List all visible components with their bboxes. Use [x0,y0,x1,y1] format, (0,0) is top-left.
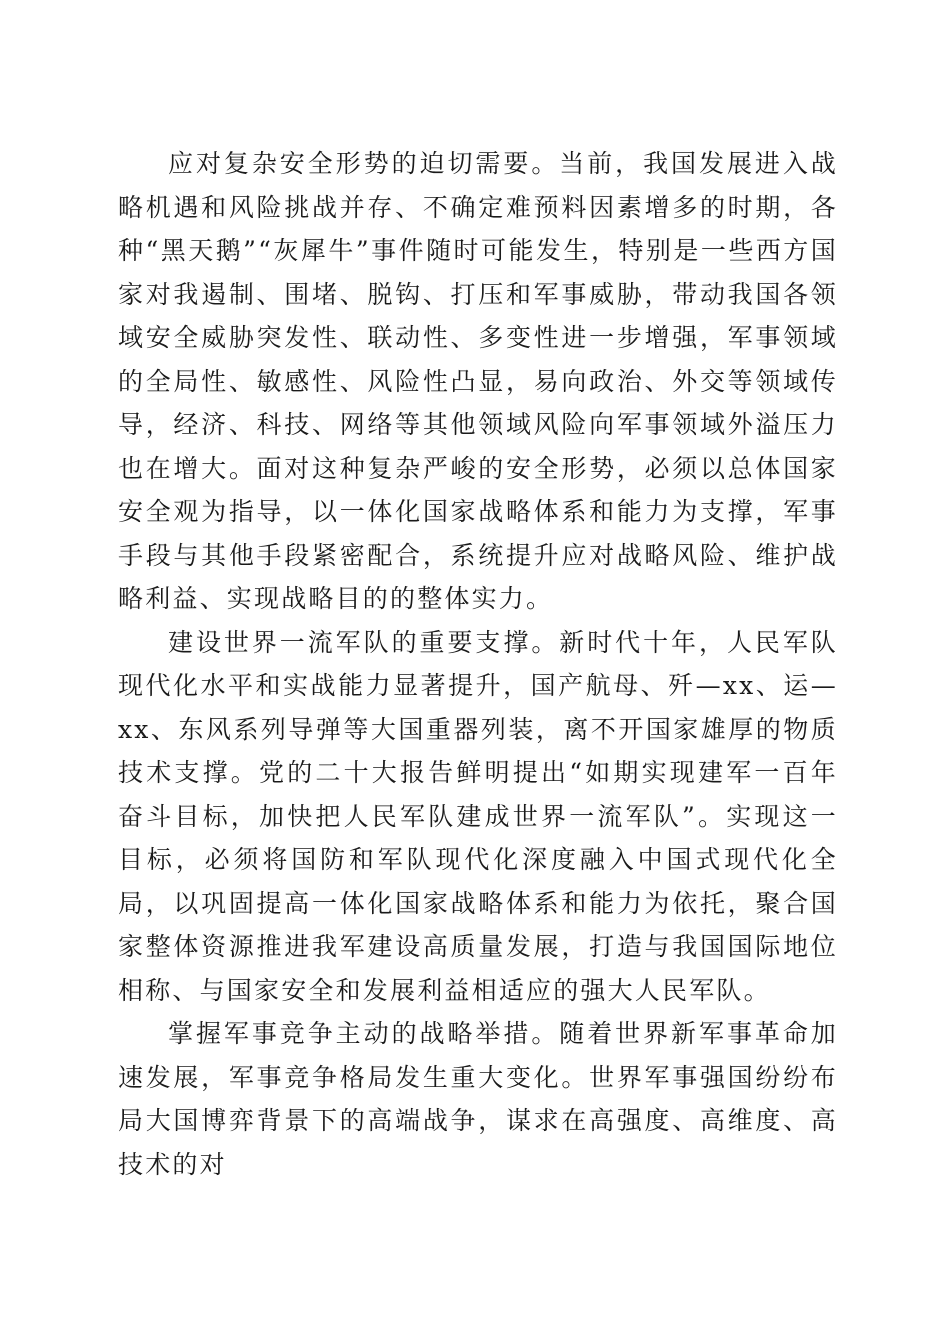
paragraph-security-situation: 应对复杂安全形势的迫切需要。当前，我国发展进入战略机遇和风险挑战并存、不确定难预料因素增多的时期，各种“黑天鹅”“灰犀牛”事件随时可能发生，特别是一些西方国家对我遏制、围堵、脱钩、打压和军事威胁，带动我国各领域安全威胁突发性、联动性、多变性进一步增强，军事领域的全局性、敏感性、风险性凸显，易向政治、外交等领域传导，经济、科技、网络等其他领域风险向军事领域外溢压力也在增大。面对这种复杂严峻的安全形势，必须以总体国家安全观为指导，以一体化国家战略体系和能力为支撑，军事手段与其他手段紧密配合，系统提升应对战略风险、维护战略利益、实现战略目的的整体实力。 [118,149,838,613]
paragraph-military-competition: 掌握军事竞争主动的战略举措。随着世界新军事革命加速发展，军事竞争格局发生重大变化。世界军事强国纷纷布局大国博弈背景下的高端战争，谋求在高强度、高维度、高技术的对 [118,1019,838,1179]
document-body [118,142,838,1186]
paragraph-world-class-military: 建设世界一流军队的重要支撑。新时代十年，人民军队现代化水平和实战能力显著提升，国产航母、歼—xx、运—xx、东风系列导弹等大国重器列装，离不开国家雄厚的物质技术支撑。党的二十大报告鲜明提出“如期实现建军一百年奋斗目标，加快把人民军队建成世界一流军队”。实现这一目标，必须将国防和军队现代化深度融入中国式现代化全局，以巩固提高一体化国家战略体系和能力为依托，聚合国家整体资源推进我军建设高质量发展，打造与我国国际地位相称、与国家安全和发展利益相适应的强大人民军队。 [118,627,838,1005]
